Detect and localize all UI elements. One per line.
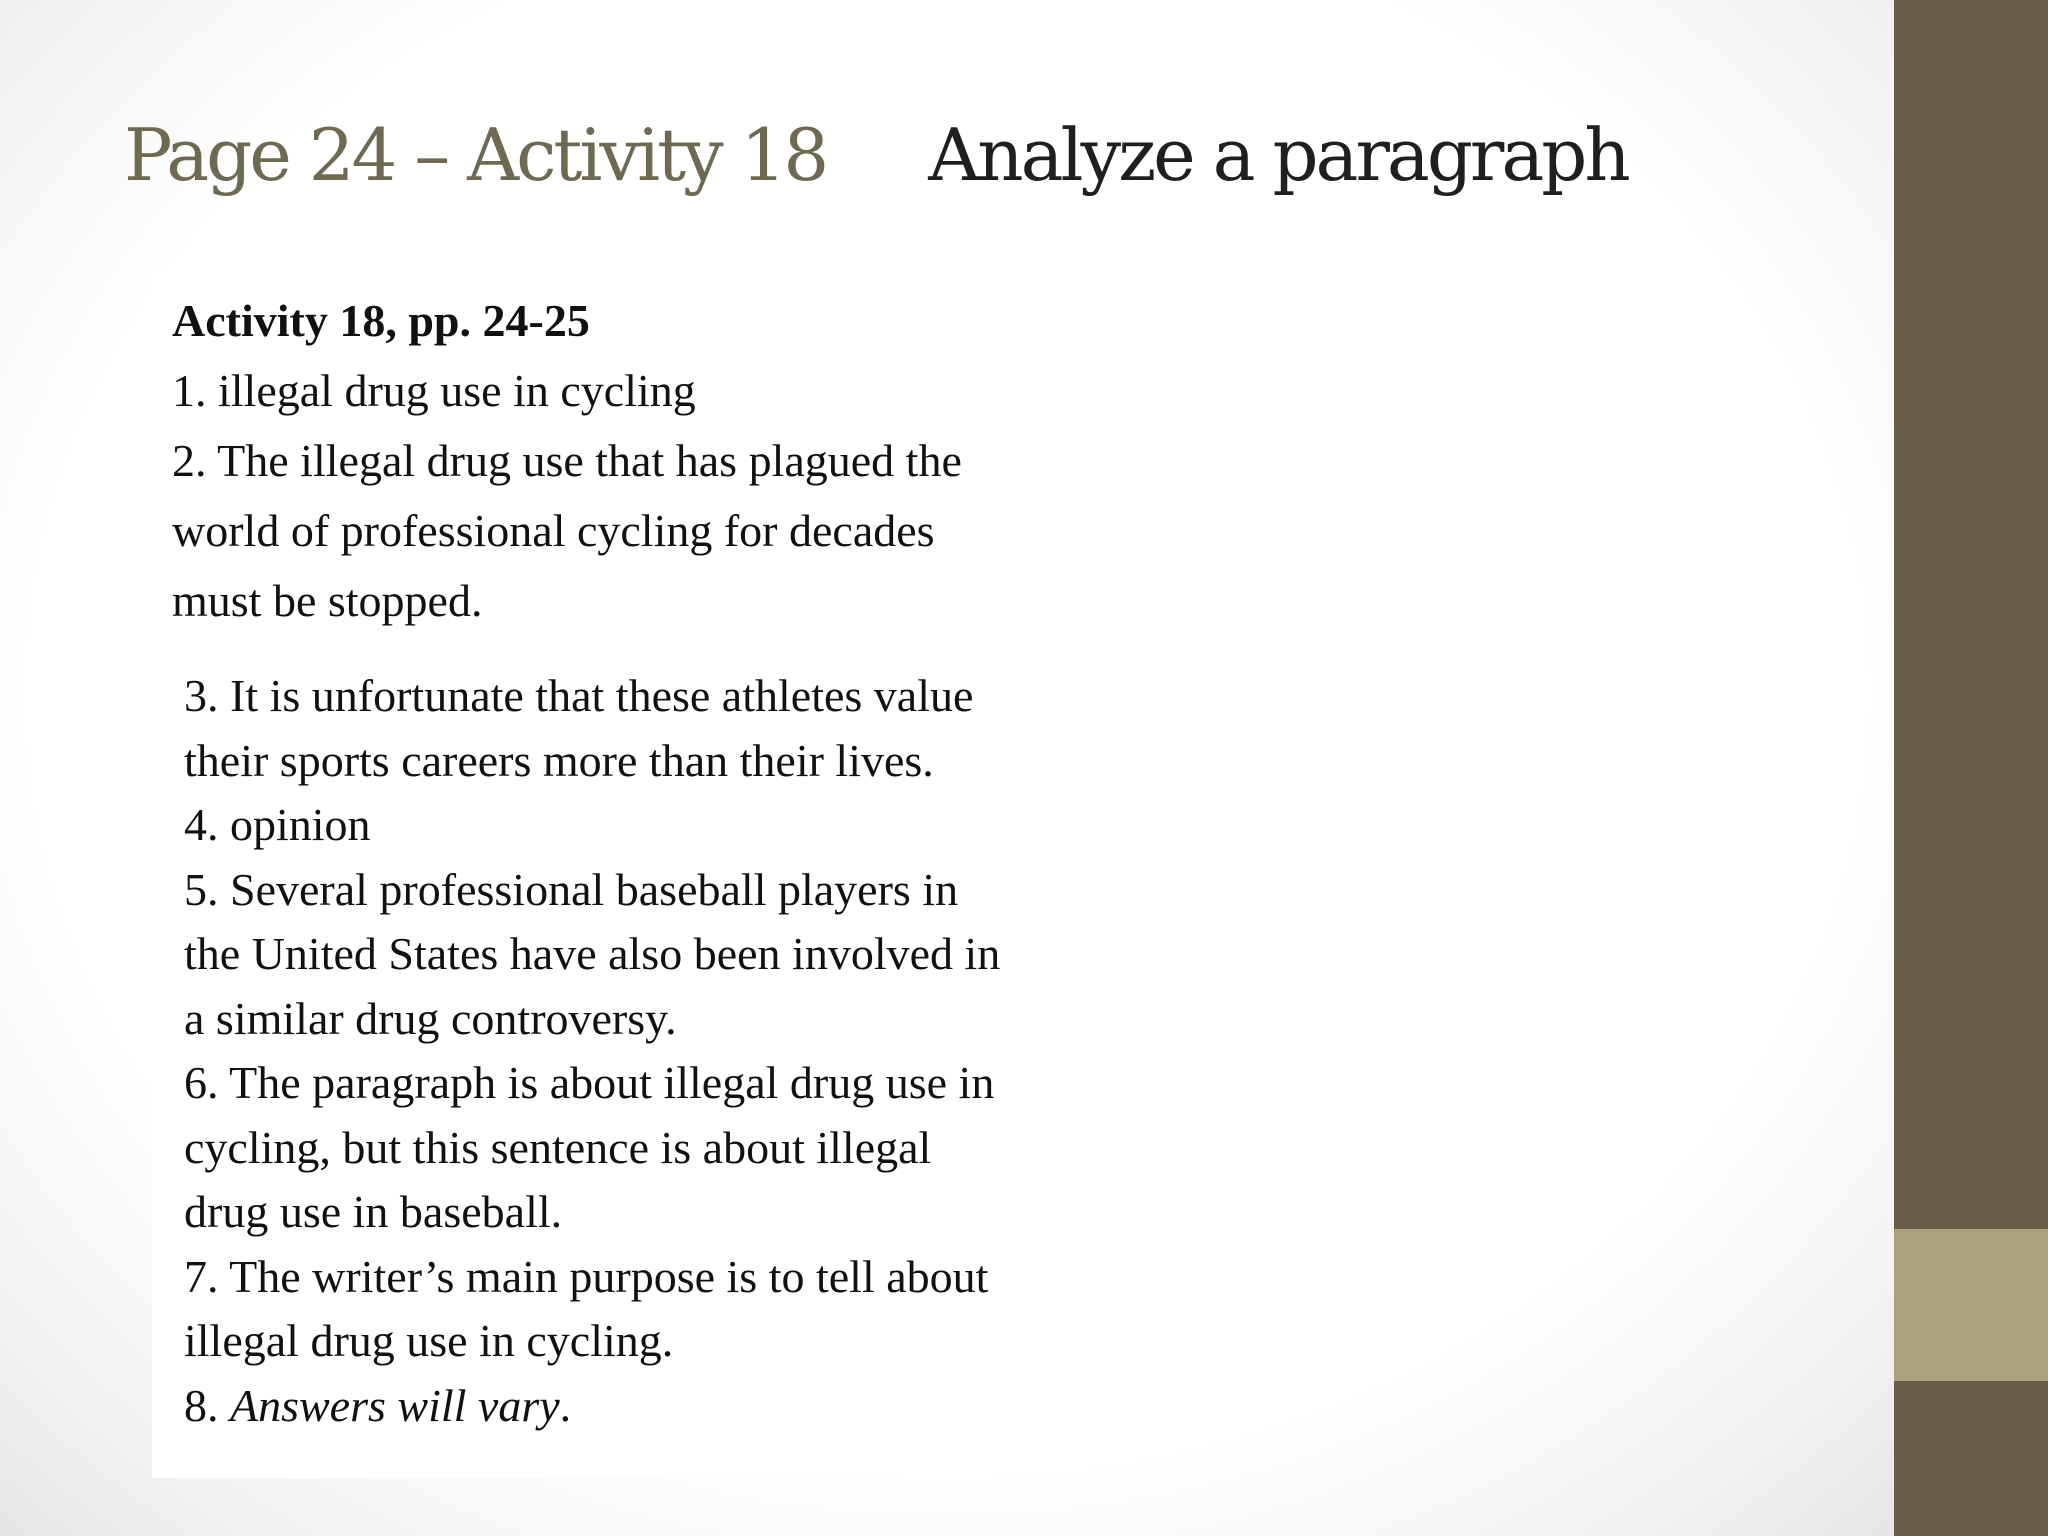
answer-line-last [184, 1374, 1104, 1439]
decorative-sidebar [1894, 0, 2048, 1536]
answer-line: drug use in baseball. [184, 1186, 563, 1237]
answer-italic-text: Answers will vary [230, 1379, 560, 1431]
answer-line: 3. It is unfortunate that these athletes value [184, 670, 974, 721]
answer-line: cycling, but this sentence is about illegal [184, 1121, 932, 1173]
answer-key-continued [184, 664, 1104, 1438]
answer-line: a similar drug controversy. [184, 992, 677, 1044]
answer-line: world of professional cycling for decades [172, 505, 935, 556]
answer-key-heading: Activity 18, pp. 24-25 [172, 295, 590, 346]
answer-period: . [559, 1379, 572, 1431]
answer-line: the United States have also been involved in [184, 928, 1001, 979]
answer-line: illegal drug use in cycling. [184, 1315, 674, 1366]
answer-line: 5. Several professional baseball players in [184, 863, 959, 915]
title-activity: Page 24 – Activity 18 [124, 113, 827, 197]
answer-line: 2. The illegal drug use that has plagued the [172, 435, 962, 486]
answer-line: 1. illegal drug use in cycling [172, 365, 696, 416]
slide-title [124, 100, 1628, 210]
answer-line: their sports careers more than their lives. [184, 734, 934, 786]
answer-line: 6. The paragraph is about illegal drug use in [184, 1057, 995, 1108]
answer-line: must be stopped. [172, 575, 483, 626]
answer-line: 7. The writer’s main purpose is to tell about [184, 1250, 989, 1302]
answer-key [172, 286, 1092, 1431]
answer-line: 4. opinion [184, 799, 371, 850]
answer-number: 8. [184, 1379, 230, 1431]
sidebar-accent-band [1894, 1229, 2048, 1381]
title-topic: Analyze a paragraph [928, 113, 1628, 197]
